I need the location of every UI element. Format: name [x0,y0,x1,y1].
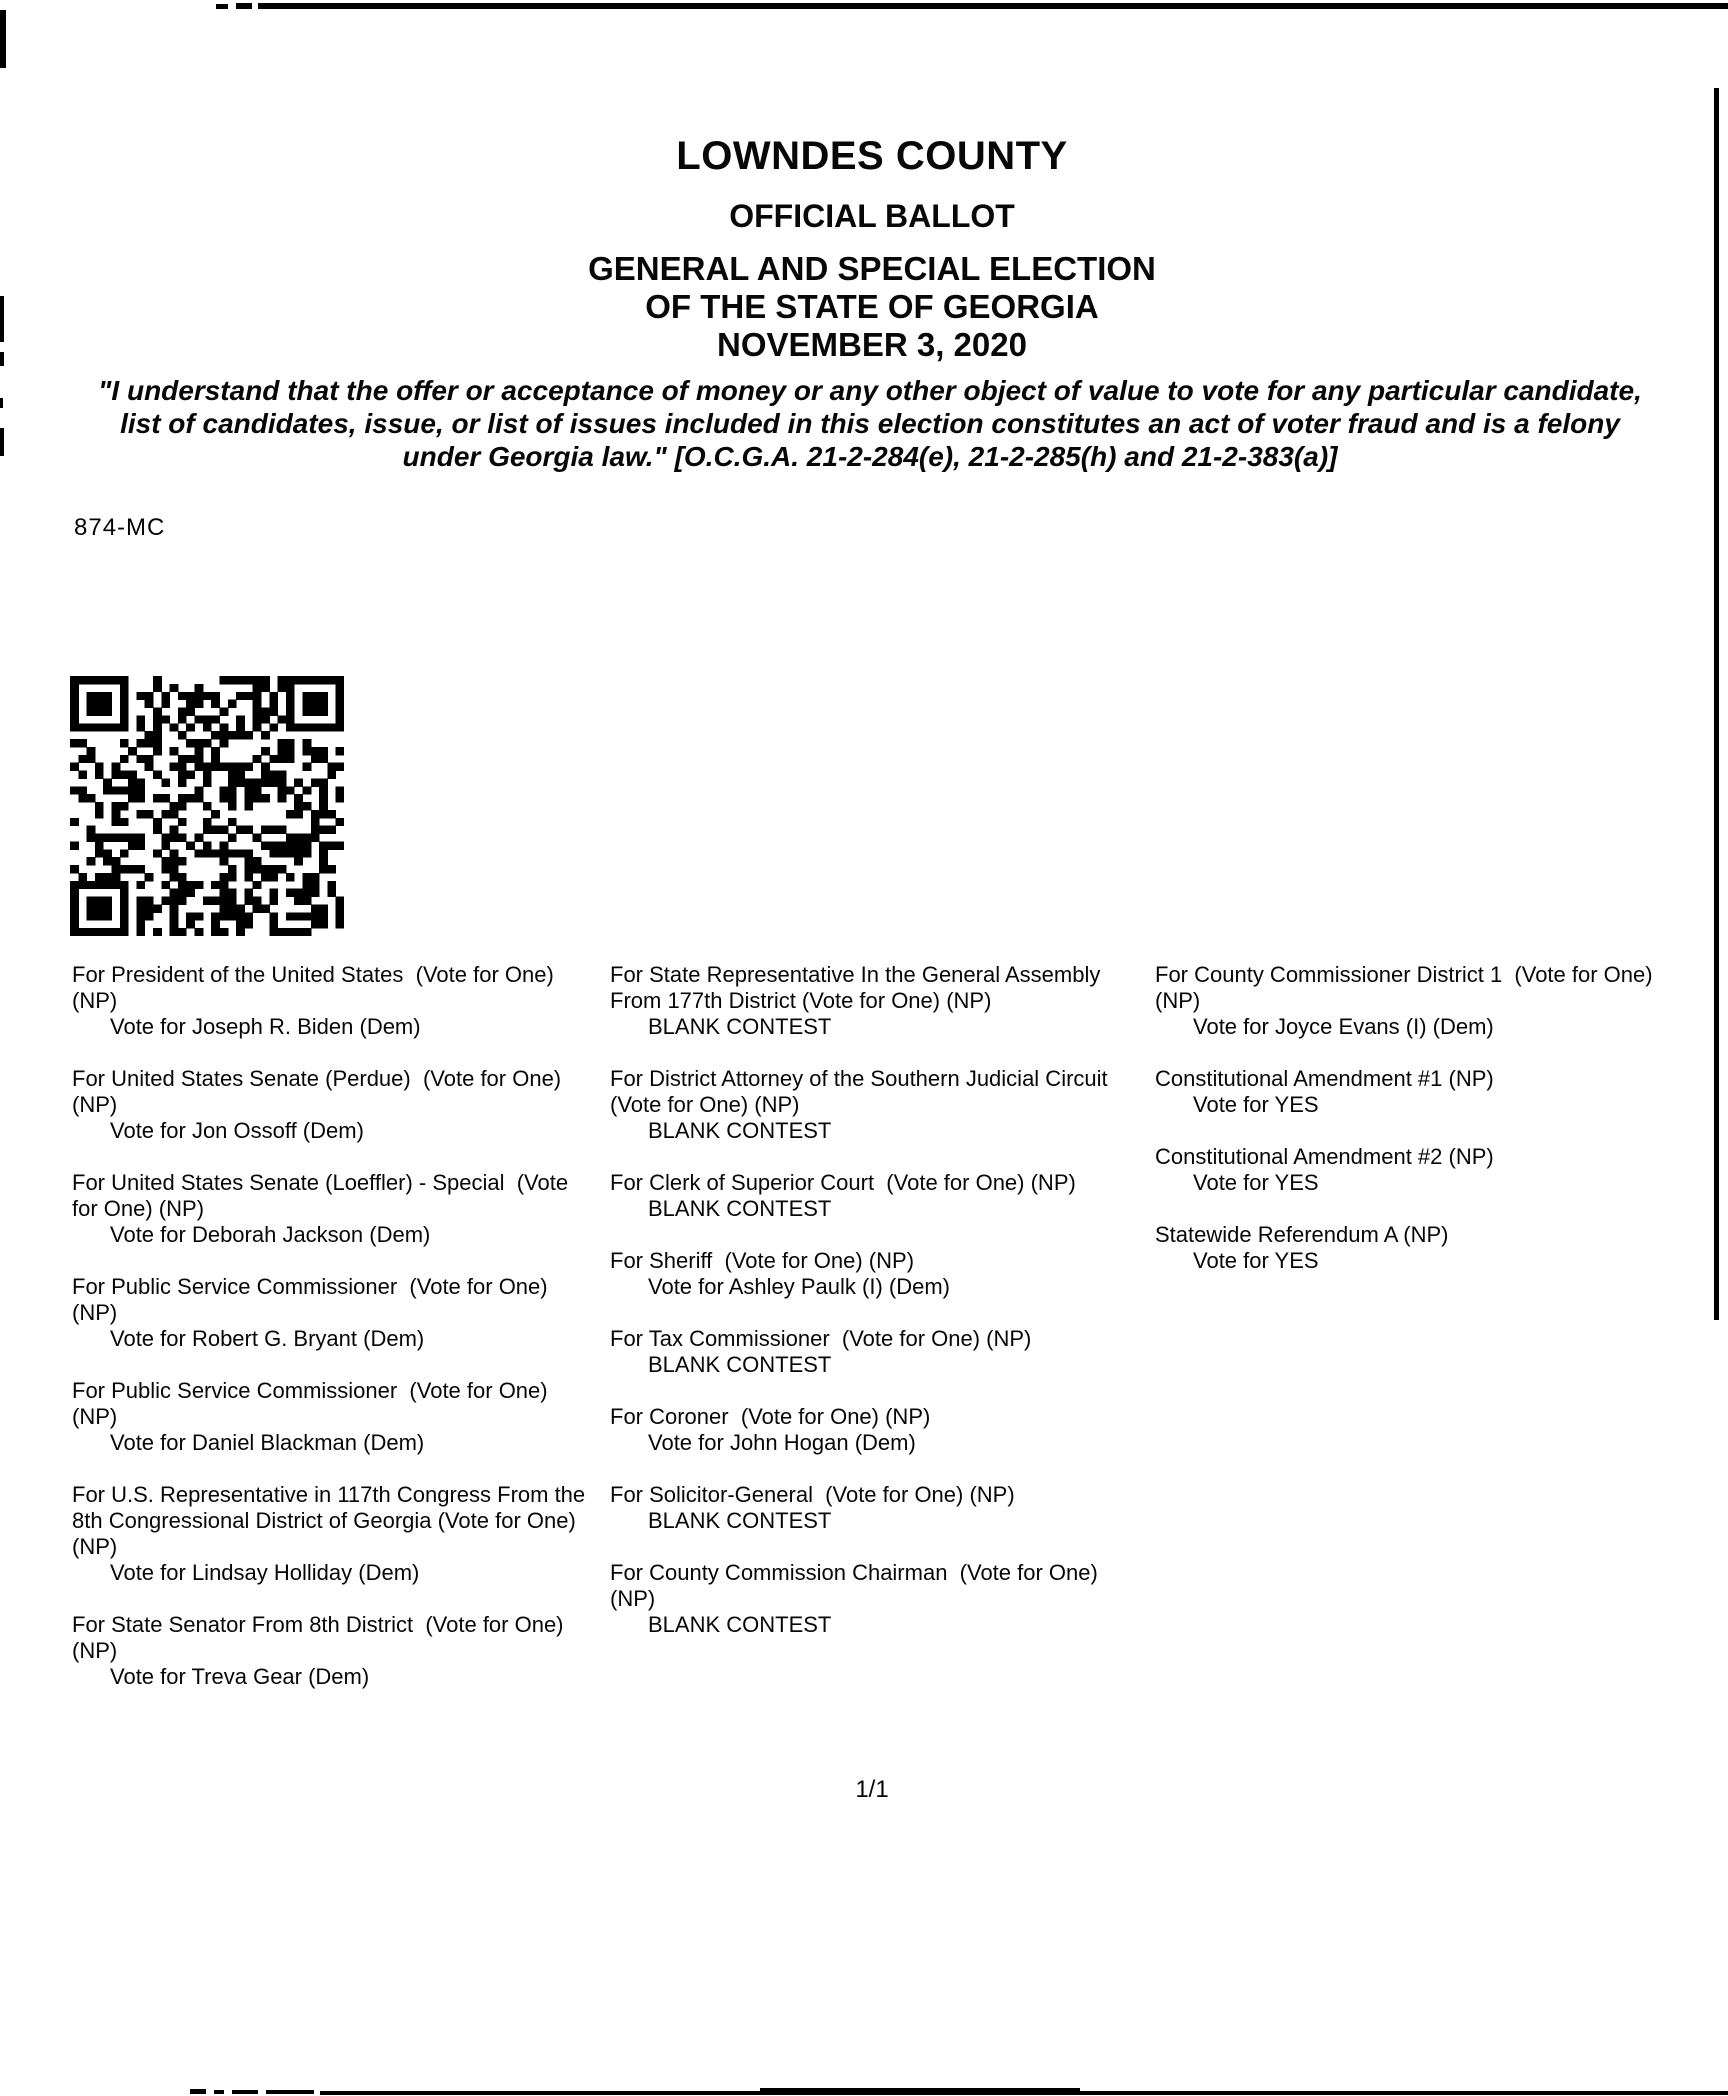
contest-block [610,1482,1155,1534]
contest-title: For United States Senate (Loeffler) - Special (Vote for One) (NP) [72,1170,575,1221]
contest-title: For Coroner (Vote for One) (NP) [610,1404,931,1429]
contest-block [72,1612,610,1690]
contest-block [610,1248,1155,1300]
contest-title: For District Attorney of the Southern Judicial Circuit (Vote for One) (NP) [610,1066,1120,1117]
contest-choice: Vote for Lindsay Holliday (Dem) [110,1560,420,1585]
contest-title: Statewide Referendum A (NP) [1155,1222,1449,1247]
scan-artifact-left-mark [0,296,4,342]
election-title-line1: GENERAL AND SPECIAL ELECTION [588,250,1156,287]
scan-artifact-top-line [258,3,1728,9]
contest-choice: Vote for YES [1193,1170,1319,1195]
contest-column-1 [72,962,610,1716]
contest-block [72,1170,610,1248]
contest-choice: Vote for Treva Gear (Dem) [110,1664,370,1689]
precinct-code: 874-MC [74,514,166,541]
contest-block [1155,962,1720,1040]
contest-choice: Vote for Ashley Paulk (I) (Dem) [648,1274,950,1299]
county-title: LOWNDES COUNTY [676,134,1068,178]
contest-choice: Vote for YES [1193,1092,1319,1117]
contest-block [1155,1222,1720,1274]
contest-choice: BLANK CONTEST [648,1014,832,1039]
contest-block [610,1560,1155,1638]
qr-code-image [70,676,344,936]
qr-code [70,676,344,936]
scan-artifact-left-mark [0,352,4,366]
contest-block [610,1066,1155,1144]
contest-block [610,1170,1155,1222]
scan-artifact-left-mark [0,428,4,456]
contest-title: For County Commissioner District 1 (Vote for One) (NP) [1155,962,1659,1013]
contest-title: Constitutional Amendment #2 (NP) [1155,1144,1494,1169]
contest-choice: BLANK CONTEST [648,1118,832,1143]
scan-artifact-bottom-dash [214,2090,224,2094]
contest-title: For State Representative In the General Assembly From 177th District (Vote for One) (NP) [610,962,1107,1013]
contest-choice: Vote for Jon Ossoff (Dem) [110,1118,364,1143]
contest-choice: BLANK CONTEST [648,1352,832,1377]
contest-choice: Vote for Deborah Jackson (Dem) [110,1222,431,1247]
contest-choice: Vote for Robert G. Bryant (Dem) [110,1326,425,1351]
contest-title: For Sheriff (Vote for One) (NP) [610,1248,915,1273]
contest-block [610,962,1155,1040]
contest-column-2 [610,962,1155,1664]
ballot-type-title: OFFICIAL BALLOT [729,198,1015,234]
contest-choice: Vote for YES [1193,1248,1319,1273]
scan-artifact-bottom-dash [232,2090,258,2094]
contest-block [72,1482,610,1586]
voter-fraud-disclaimer [40,374,1700,473]
page-number: 1/1 [855,1776,889,1803]
scan-artifact-bottom-line-thick [760,2088,1080,2094]
disclaimer-line: under Georgia law." [O.C.G.A. 21-2-284(e), 21-2-285(h) and 21-2-383(a)] [402,441,1338,472]
contest-block [1155,1144,1720,1196]
contest-column-3 [1155,962,1720,1300]
scan-artifact-top-dash [216,4,228,9]
contest-title: For Public Service Commissioner (Vote for One) (NP) [72,1274,554,1325]
contest-block [72,1274,610,1352]
contest-choice: BLANK CONTEST [648,1612,832,1637]
scan-artifact-top-dash [236,3,252,9]
contest-choice: Vote for Joseph R. Biden (Dem) [110,1014,421,1039]
contest-choice: BLANK CONTEST [648,1196,832,1221]
contest-choice: Vote for Daniel Blackman (Dem) [110,1430,425,1455]
contest-title: For Public Service Commissioner (Vote for One) (NP) [72,1378,554,1429]
election-title-line2: OF THE STATE OF GEORGIA [645,288,1099,325]
scan-artifact-left-mark [0,398,3,408]
disclaimer-line: list of candidates, issue, or list of issues included in this election constitutes an act of voter fraud and is a felony [120,408,1620,439]
contest-choice: Vote for John Hogan (Dem) [648,1430,916,1455]
contest-title: For County Commission Chairman (Vote for One) (NP) [610,1560,1104,1611]
contest-title: For Solicitor-General (Vote for One) (NP) [610,1482,1015,1507]
contest-title: For Clerk of Superior Court (Vote for One) (NP) [610,1170,1076,1195]
contest-block [610,1404,1155,1456]
contest-block [72,1066,610,1144]
contest-block [610,1326,1155,1378]
contest-title: Constitutional Amendment #1 (NP) [1155,1066,1494,1091]
contest-columns [72,962,1720,1716]
election-date: NOVEMBER 3, 2020 [717,326,1027,363]
contest-block [72,1378,610,1456]
scan-artifact-bottom-dash [190,2089,206,2094]
contest-block [1155,1066,1720,1118]
scan-artifact-left-bar [0,10,6,68]
contest-title: For Tax Commissioner (Vote for One) (NP) [610,1326,1032,1351]
contest-title: For U.S. Representative in 117th Congress From the 8th Congressional District of Georgia (Vote for One) (NP) [72,1482,592,1559]
contest-title: For United States Senate (Perdue) (Vote for One) (NP) [72,1066,568,1117]
scan-artifact-bottom-dash [266,2090,314,2094]
contest-title: For State Senator From 8th District (Vote for One) (NP) [72,1612,570,1663]
contest-title: For President of the United States (Vote for One) (NP) [72,962,560,1013]
contest-choice: BLANK CONTEST [648,1508,832,1533]
contest-block [72,962,610,1040]
contest-choice: Vote for Joyce Evans (I) (Dem) [1193,1014,1494,1039]
disclaimer-line: "I understand that the offer or acceptance of money or any other object of value to vote for any particular candidate, [98,375,1642,406]
